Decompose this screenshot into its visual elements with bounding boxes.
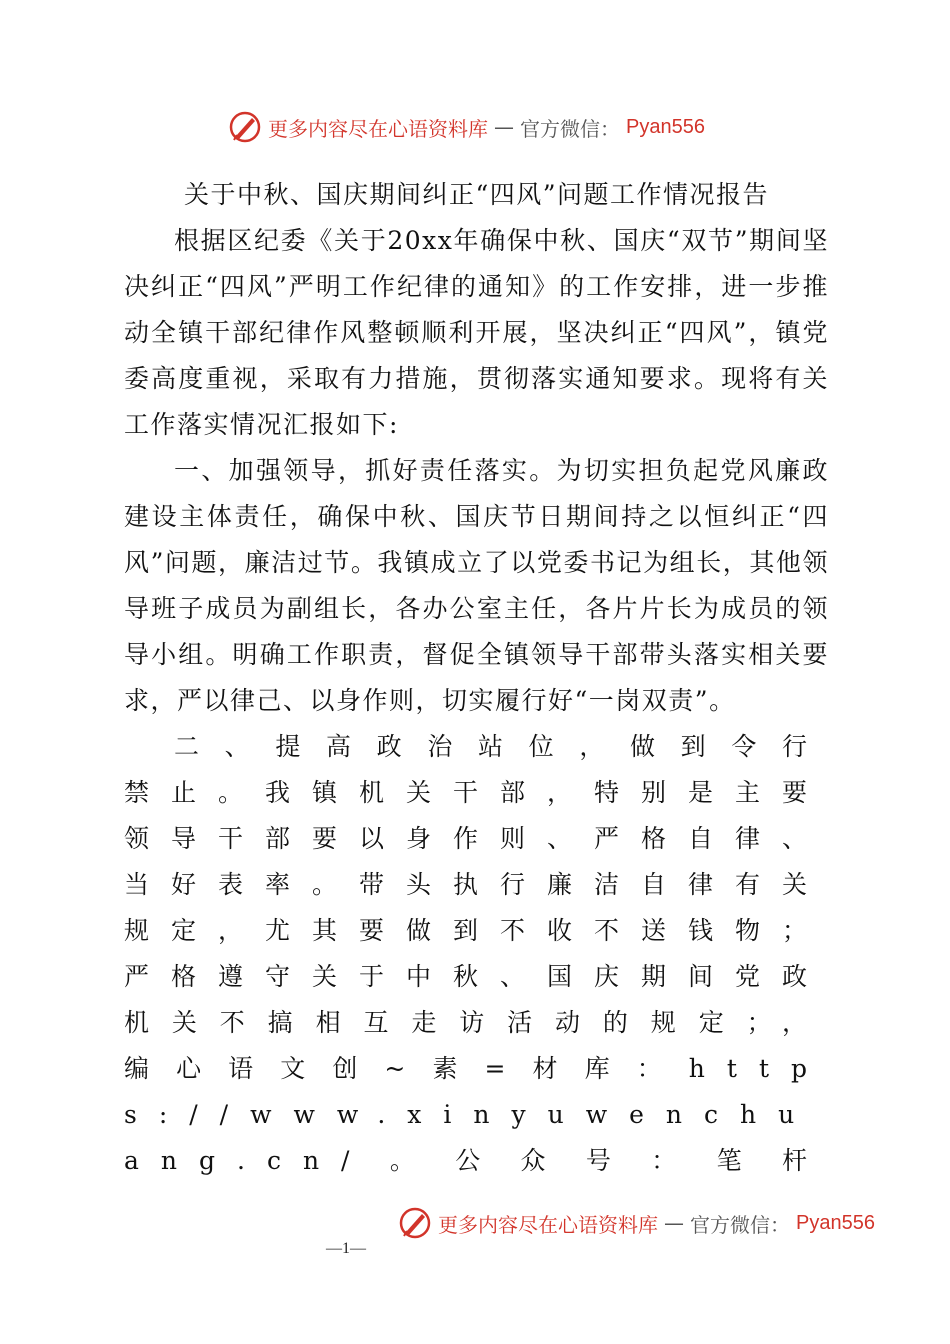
paragraph-intro: 根据区纪委《关于20xx年确保中秋、国庆“双节”期间坚决纠正“四风”严明工作纪律的通知》的工作安排，进一步推动全镇干部纪律作风整顿顺利开展，坚决纠正“四风”，镇党委高度重视，采取有力措施，贯彻落实通知要求。现将有关工作落实情况汇报如下:	[124, 226, 829, 439]
watermark-banner-top	[228, 110, 705, 144]
page-number: —1—	[326, 1240, 366, 1257]
watermark-dash: —	[494, 115, 514, 139]
watermark-wechat-label: 官方微信：	[520, 116, 620, 141]
document-title: 关于中秋、国庆期间纠正“四风”问题工作情况报告	[183, 180, 770, 209]
pen-logo-icon	[228, 110, 262, 144]
watermark-wechat-id: Pyan556	[796, 1211, 875, 1234]
watermark-wechat-id: Pyan556	[626, 115, 705, 138]
watermark-wechat-label: 官方微信：	[690, 1212, 790, 1237]
watermark-banner-bottom	[398, 1206, 875, 1240]
paragraph-section-1: 一、加强领导，抓好责任落实。为切实担负起党风廉政建设主体责任，确保中秋、国庆节日期间持之以恒纠正“四风”问题，廉洁过节。我镇成立了以党委书记为组长，其他领导班子成员为副组长，各办公室主任，各片片长为成员的领导小组。明确工作职责，督促全镇领导干部带头落实相关要求，严以律己、以身作则，切实履行好“一岗双责”。	[124, 456, 829, 715]
watermark-dash: —	[664, 1211, 684, 1235]
watermark-main-text: 更多内容尽在心语资料库	[268, 116, 488, 141]
watermark-main-text: 更多内容尽在心语资料库	[438, 1212, 658, 1237]
pen-logo-icon	[398, 1206, 432, 1240]
paragraph-section-2: 二、提高政治站位，做到令行禁止。我镇机关干部，特别是主要领导干部要以身作则、严格自律、当好表率。带头执行廉洁自律有关规定，尤其要做到不收不送钱物；严格遵守关于中秋、国庆期间党政机关不搞相互走访活动的规定；，编心语文创~素=材库：https://www.xinyuwenchuang.cn/。公众号：笔杆	[124, 732, 830, 1175]
document-body	[124, 172, 829, 1184]
